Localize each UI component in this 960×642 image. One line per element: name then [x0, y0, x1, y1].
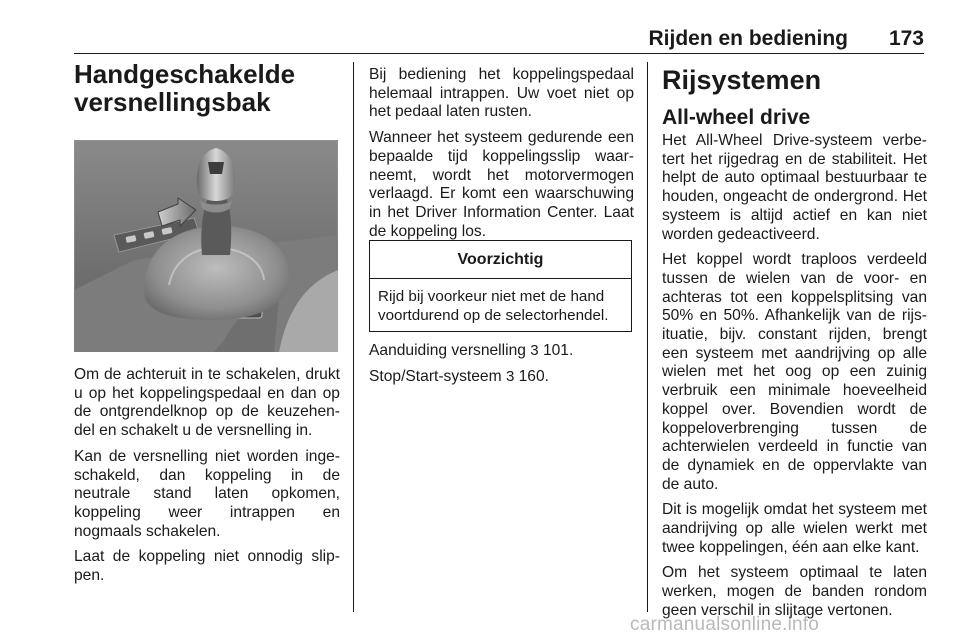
column-1	[74, 60, 340, 116]
gear-lever-illustration	[74, 140, 338, 352]
cross-reference-gear-indication: Aanduiding versnelling 3 101.	[369, 342, 574, 359]
column-1-text	[74, 366, 340, 586]
page-ref-arrow-icon: 3	[505, 367, 515, 385]
paragraph: Wanneer het systeem gedurende een bepaalde tijd koppelingsslip waar-neemt, wordt het motorvermogen verlaagd. Er komt een waarschuwing in het Driver Information Center. Laat de koppeling los.	[369, 129, 634, 240]
watermark: carmanualsonline.info	[630, 614, 820, 635]
page-number: 173	[888, 27, 924, 50]
paragraph: Het koppel wordt traploos verdeeld tussen de wielen van de voor- en achteras tot een koppelsplitsing van 50% en 50%. Afhankelijk van de rijs-ituatie, bijv. constant rijden, brengt een systeem met aandrijving op alle wielen met het oog op een zuinig verbruik een minimale hoeveelheid koppel over. Bovendien wordt de koppeloverbrenging tussen de achterwielen verdeeld in functie van de dynamiek en de oppervlakte van de auto.	[662, 251, 927, 493]
column-2-text	[369, 66, 634, 241]
paragraph: Om het systeem optimaal te laten werken, mogen de banden rondom geen verschil in slijtage vertonen.	[662, 564, 927, 619]
paragraph: Bij bediening het koppelingspedaal helemaal intrappen. Uw voet niet op het pedaal laten rusten.	[369, 66, 634, 121]
paragraph: Om de achteruit in te schakelen, drukt u op het koppelingspedaal en dan op de ontgrendelknop op de keuzehen-del en schakelt u de versnelling in.	[74, 366, 340, 440]
paragraph: Dit is mogelijk omdat het systeem met aandrijving op alle wielen werkt met twee koppelingen, één aan elke kant.	[662, 501, 927, 556]
caution-box	[369, 240, 632, 332]
paragraph: Het All-Wheel Drive-systeem verbe-tert het rijgedrag en de stabiliteit. Het helpt de auto optimaal bestuurbaar te houden, ongeacht de ondergrond. Het systeem is altijd actief en kan niet worden gedeactiveerd.	[662, 132, 927, 243]
paragraph: Kan de versnelling niet worden inge-schakeld, dan koppeling in de neutrale stand laten opkomen, koppeling weer intrappen en nogmaals schakelen.	[74, 447, 340, 540]
caution-text: Rijd bij voorkeur niet met de hand voortdurend op de selectorhendel.	[378, 288, 609, 324]
column-3	[662, 64, 927, 621]
sub-heading-all-wheel-drive: All-wheel drive	[662, 106, 811, 129]
header-rule	[74, 53, 924, 54]
column-divider-right	[647, 62, 648, 612]
page-ref-arrow-icon: 3	[530, 342, 539, 359]
caution-title: Voorzichtig	[370, 241, 631, 279]
cross-reference-stop-start: Stop/Start-systeem 3 160.	[369, 367, 549, 385]
heading-line-2: versnellingsbak	[74, 87, 271, 117]
heading-line-1: Handgeschakelde	[74, 59, 296, 89]
section-heading-driving-systems: Rijsystemen	[662, 65, 822, 95]
paragraph: Laat de koppeling niet onnodig slip-pen.	[74, 548, 340, 585]
cross-references	[369, 342, 634, 386]
section-heading-manual-gearbox	[74, 60, 340, 116]
page-header-title: Rijden en bediening	[648, 27, 848, 50]
column-divider-left	[353, 62, 354, 612]
